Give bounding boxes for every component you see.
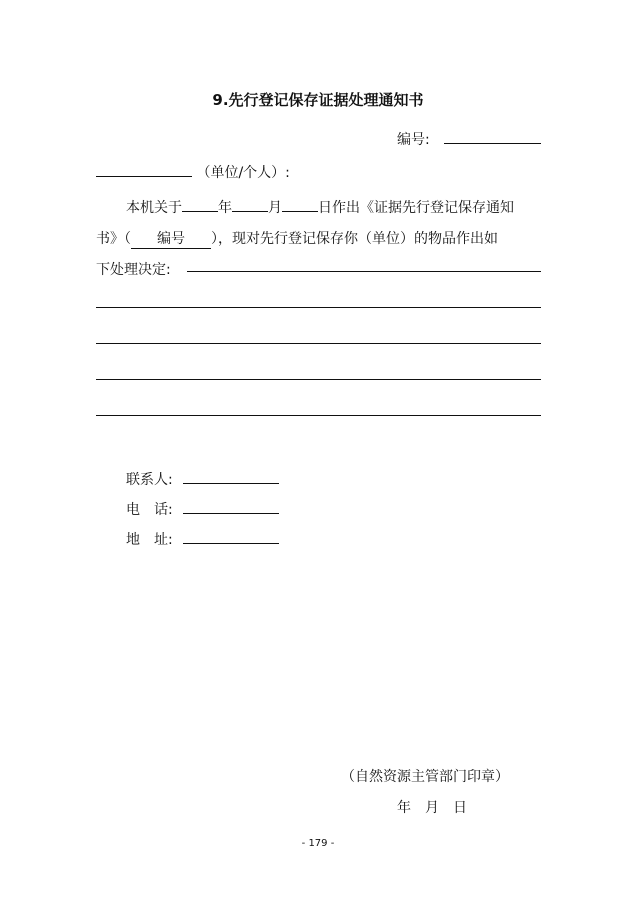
body-line2-end: ），现对先行登记保存你（单位）的物品作出如 xyxy=(211,231,498,247)
decision-line-3[interactable] xyxy=(96,343,541,344)
body-text-part3: 知 xyxy=(500,200,514,216)
year-blank[interactable] xyxy=(182,196,218,212)
recipient-blank[interactable] xyxy=(96,161,192,177)
body-text-part1: 本机关于 xyxy=(126,200,182,216)
seal-text: （自然资源主管部门印章） xyxy=(341,769,509,785)
contact-person-row xyxy=(126,468,279,489)
body-line-1 xyxy=(126,196,514,217)
serial-number-row xyxy=(397,128,541,149)
phone-blank[interactable] xyxy=(183,498,279,514)
address-label: 地 址: xyxy=(126,532,173,548)
recipient-row xyxy=(96,161,290,182)
document-title: 9.先行登记保存证据处理通知书 xyxy=(212,91,424,109)
phone-label: 电 话: xyxy=(126,502,173,518)
date-line: 年 月 日 xyxy=(397,800,467,816)
number-blank[interactable] xyxy=(131,228,211,249)
year-label: 年 xyxy=(218,200,232,216)
address-blank[interactable] xyxy=(183,528,279,544)
address-row xyxy=(126,528,279,549)
decision-line-4[interactable] xyxy=(96,379,541,380)
decision-line-5[interactable] xyxy=(96,415,541,416)
number-word: 编号 xyxy=(157,231,185,247)
contact-person-blank[interactable] xyxy=(183,468,279,484)
body-line-2 xyxy=(96,228,498,249)
body-text-part2: 日作出《证据先行登记保存通 xyxy=(318,200,500,216)
body-line2-start: 书》（ xyxy=(96,231,131,247)
month-label: 月 xyxy=(268,200,282,216)
decision-label: 下处理决定: xyxy=(96,262,171,278)
decision-line-2[interactable] xyxy=(96,307,541,308)
serial-number-label: 编号: xyxy=(397,132,430,148)
phone-row xyxy=(126,498,279,519)
decision-line-1[interactable] xyxy=(187,271,541,272)
month-blank[interactable] xyxy=(232,196,268,212)
page-number: - 179 - xyxy=(301,838,335,849)
contact-person-label: 联系人: xyxy=(126,472,173,488)
recipient-suffix: （单位/个人）: xyxy=(196,165,290,181)
day-blank[interactable] xyxy=(282,196,318,212)
serial-number-blank[interactable] xyxy=(444,128,541,144)
